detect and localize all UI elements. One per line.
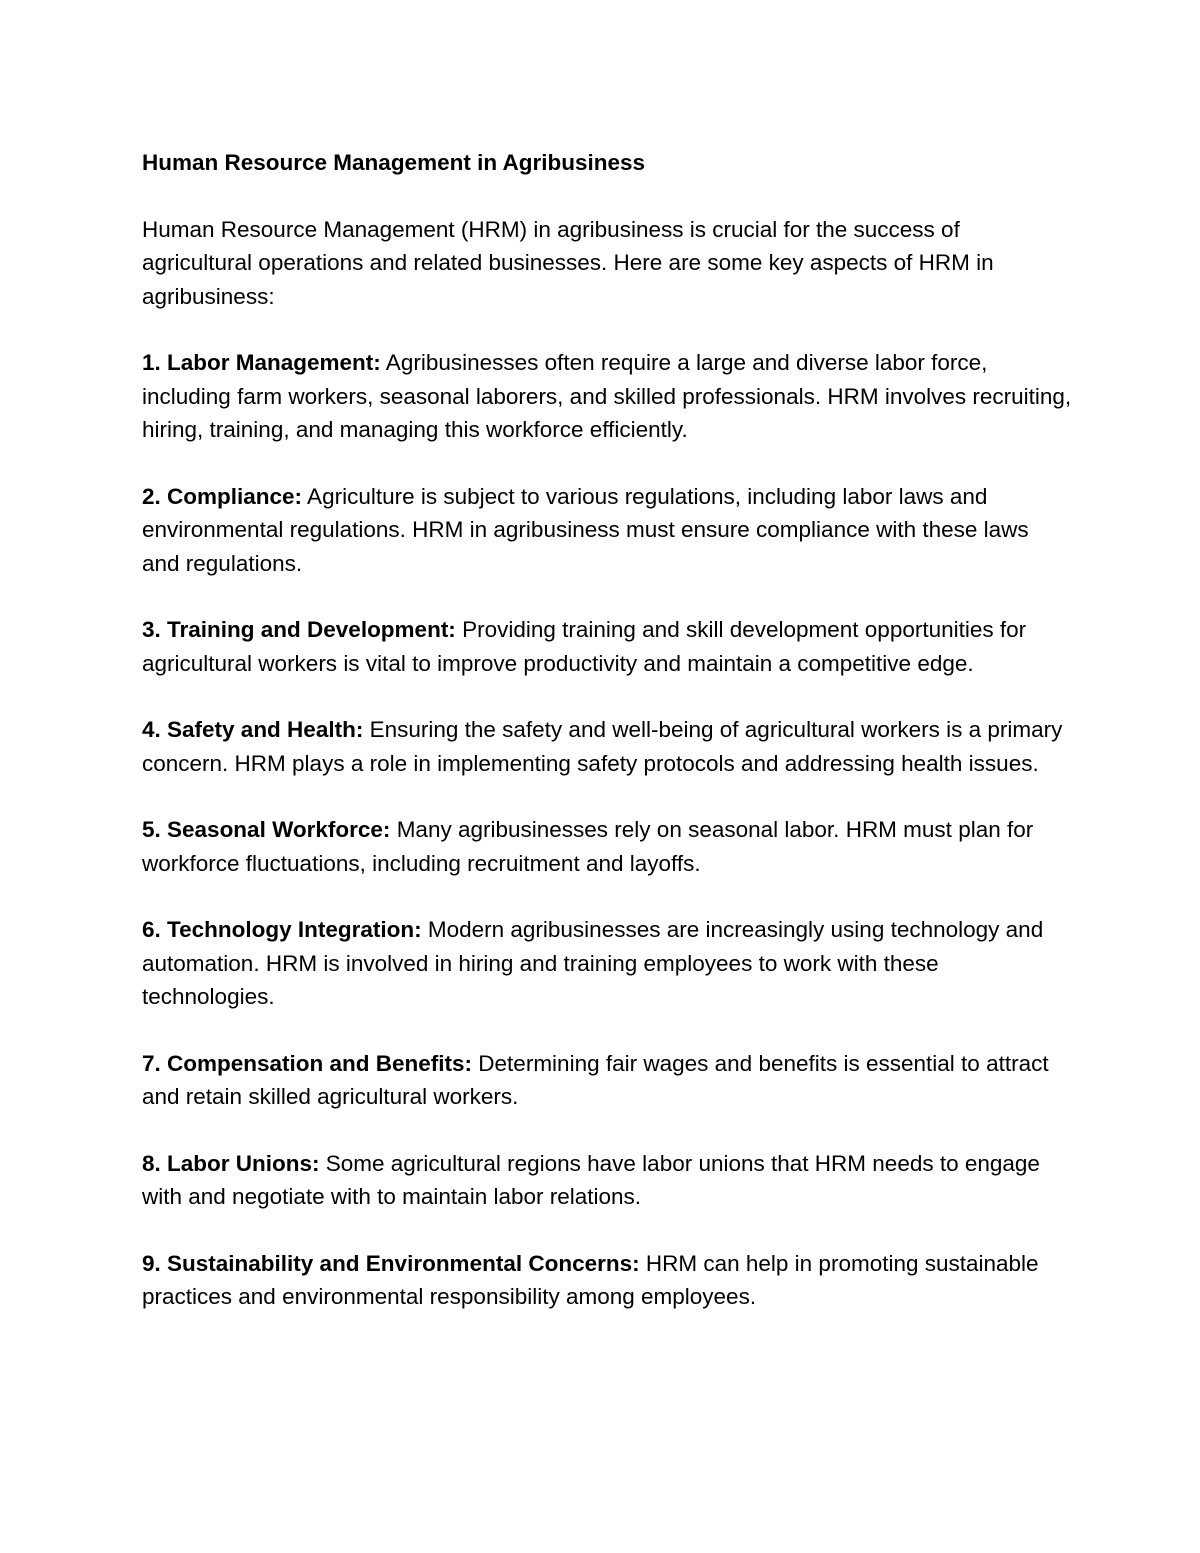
document-title: Human Resource Management in Agribusiness	[142, 150, 646, 175]
list-item-sustainability	[142, 1247, 1072, 1314]
list-item-compensation-benefits	[142, 1047, 1072, 1114]
item-heading: 1. Labor Management:	[142, 350, 381, 375]
list-item-technology-integration	[142, 913, 1072, 1014]
item-heading: 3. Training and Development:	[142, 617, 456, 642]
list-item-labor-unions	[142, 1147, 1072, 1214]
item-text: Providing training and skill development opportunities for agricultural workers is vital to improve productivity and maintain a competitive edge.	[142, 617, 1027, 676]
item-text: HRM can help in promoting sustainable practices and environmental responsibility among employees.	[142, 1250, 1039, 1309]
item-text: Agribusinesses often require a large and diverse labor force, including farm workers, seasonal laborers, and skilled professionals. HRM involves recruiting, hiring, training, and managing this workforce efficiently.	[142, 350, 1072, 442]
item-heading: 7. Compensation and Benefits:	[142, 1050, 473, 1076]
item-heading: 5. Seasonal Workforce:	[142, 817, 391, 842]
list-item-labor-management	[142, 346, 1072, 447]
list-item-training-development	[142, 613, 1072, 680]
item-text: Determining fair wages and benefits is essential to attract and retain skilled agricultural workers.	[142, 1050, 1049, 1109]
item-heading: 6. Technology Integration:	[142, 917, 422, 942]
intro-paragraph: Human Resource Management (HRM) in agribusiness is crucial for the success of agricultural operations and related businesses. Here are some key aspects of HRM in agribusiness:	[142, 216, 994, 309]
document-body	[142, 146, 1072, 1347]
list-item-compliance	[142, 480, 1072, 581]
item-heading: 9. Sustainability and Environmental Concerns:	[142, 1250, 640, 1276]
item-heading: 8. Labor Unions:	[142, 1150, 320, 1176]
list-item-seasonal-workforce	[142, 813, 1072, 880]
item-text: Ensuring the safety and well-being of agricultural workers is a primary concern. HRM plays a role in implementing safety protocols and addressing health issues.	[142, 717, 1063, 776]
item-text: Agriculture is subject to various regulations, including labor laws and environmental regulations. HRM in agribusiness must ensure compliance with these laws and regulations.	[142, 483, 1029, 576]
item-text: Some agricultural regions have labor unions that HRM needs to engage with and negotiate with to maintain labor relations.	[142, 1150, 1040, 1209]
item-text: Modern agribusinesses are increasingly using technology and automation. HRM is involved in hiring and training employees to work with these technologies.	[142, 917, 1044, 1009]
item-text: Many agribusinesses rely on seasonal labor. HRM must plan for workforce fluctuations, including recruitment and layoffs.	[142, 817, 1034, 876]
item-heading: 4. Safety and Health:	[142, 717, 364, 742]
list-item-safety-health	[142, 713, 1072, 780]
item-heading: 2. Compliance:	[142, 483, 303, 509]
